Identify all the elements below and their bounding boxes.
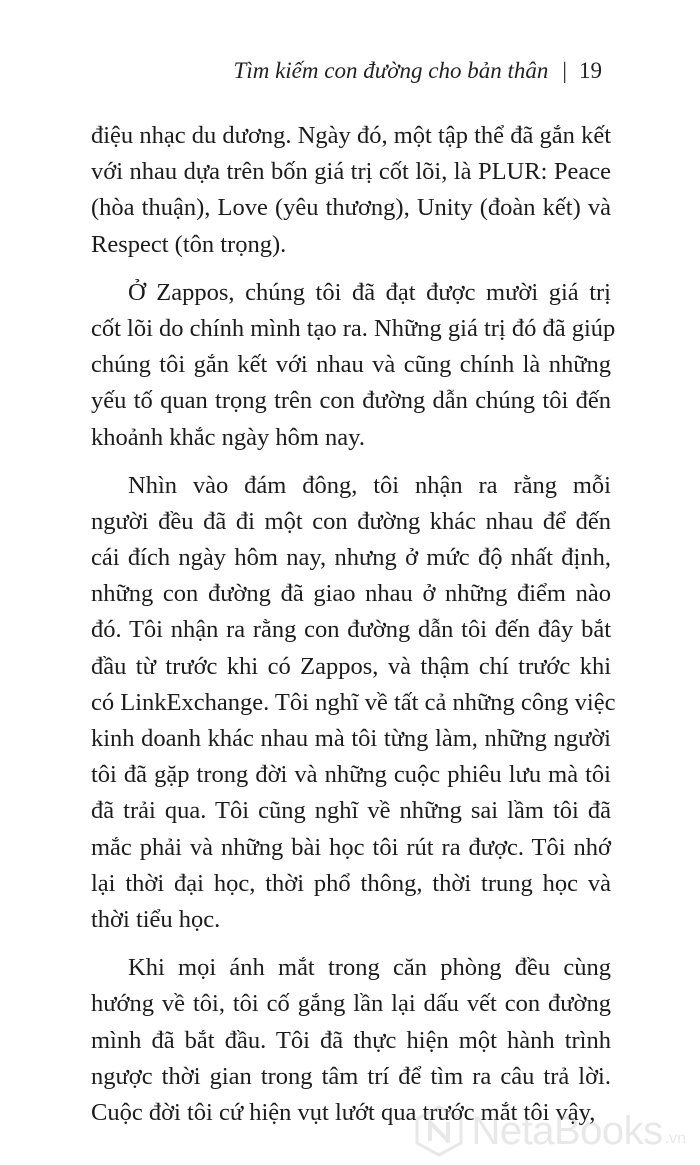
text-line: mình đã bắt đầu. Tôi đã thực hiện một hành trình — [91, 1026, 611, 1054]
running-header — [234, 58, 602, 84]
paragraph — [91, 950, 611, 1131]
text-line: cái đích ngày hôm nay, nhưng ở mức độ nhất định, — [91, 544, 611, 572]
text-line: hướng về tôi, tôi cố gắng lần lại dấu vết con đường — [91, 990, 611, 1018]
text-line: Ở Zappos, chúng tôi đã đạt được mười giá trị — [128, 278, 611, 306]
text-line: (hòa thuận), Love (yêu thương), Unity (đoàn kết) và — [91, 194, 611, 222]
paragraph-gap — [91, 938, 611, 950]
paragraph — [91, 275, 616, 456]
text-line: tôi đã gặp trong đời và những cuộc phiêu lưu mà tôi — [91, 761, 611, 789]
text-line: Nhìn vào đám đông, tôi nhận ra rằng mỗi — [128, 471, 611, 499]
text-line: cốt lõi do chính mình tạo ra. Những giá trị đó đã giúp — [91, 314, 616, 342]
netabooks-logo-icon — [413, 1105, 465, 1157]
text-line: yếu tố quan trọng trên con đường dẫn chúng tôi đến — [91, 387, 611, 415]
text-line: Cuộc đời tôi cứ hiện vụt lướt qua trước mắt tôi vậy, — [91, 1098, 596, 1126]
text-line: Khi mọi ánh mắt trong căn phòng đều cùng — [128, 954, 611, 982]
text-line: kinh doanh khác nhau mà tôi từng làm, những người — [91, 725, 611, 752]
body-text — [91, 118, 616, 1131]
paragraph-gap — [91, 456, 611, 468]
text-line: điệu nhạc du dương. Ngày đó, một tập thể đã gắn kết — [91, 122, 611, 149]
chapter-title: Tìm kiếm con đường cho bản thân — [233, 58, 549, 83]
header-separator: | — [562, 58, 567, 83]
text-line: với nhau dựa trên bốn giá trị cốt lõi, là PLUR: Peace — [91, 158, 611, 186]
page-number: 19 — [579, 58, 602, 83]
paragraph — [91, 468, 616, 938]
text-line: người đều đã đi một con đường khác nhau để đến — [91, 507, 611, 535]
text-line: Respect (tôn trọng). — [91, 230, 287, 258]
paragraph-gap — [91, 263, 611, 275]
text-line: ngược thời gian trong tâm trí để tìm ra câu trả lời. — [91, 1062, 611, 1090]
text-line: đó. Tôi nhận ra rằng con đường dẫn tôi đến đây bắt — [91, 616, 611, 644]
watermark-suffix: .vn — [664, 1130, 686, 1147]
text-line: có LinkExchange. Tôi nghĩ về tất cả những công việc — [91, 688, 616, 716]
text-line: lại thời đại học, thời phổ thông, thời trung học và — [91, 869, 611, 897]
text-line: khoảnh khắc ngày hôm nay. — [91, 423, 365, 451]
text-line: đã trải qua. Tôi cũng nghĩ về những sai lầm tôi đã — [91, 797, 611, 825]
text-line: mắc phải và những bài học tôi rút ra được. Tôi nhớ — [91, 833, 611, 861]
paragraph — [91, 118, 611, 263]
text-line: chúng tôi gắn kết với nhau và cũng chính là những — [91, 351, 611, 379]
watermark — [413, 1105, 686, 1157]
text-line: đầu từ trước khi có Zappos, và thậm chí trước khi — [91, 652, 611, 680]
watermark-text: NetaBooks — [471, 1108, 663, 1153]
text-line: những con đường đã giao nhau ở những điểm nào — [91, 580, 611, 608]
text-line: thời tiểu học. — [91, 905, 221, 933]
